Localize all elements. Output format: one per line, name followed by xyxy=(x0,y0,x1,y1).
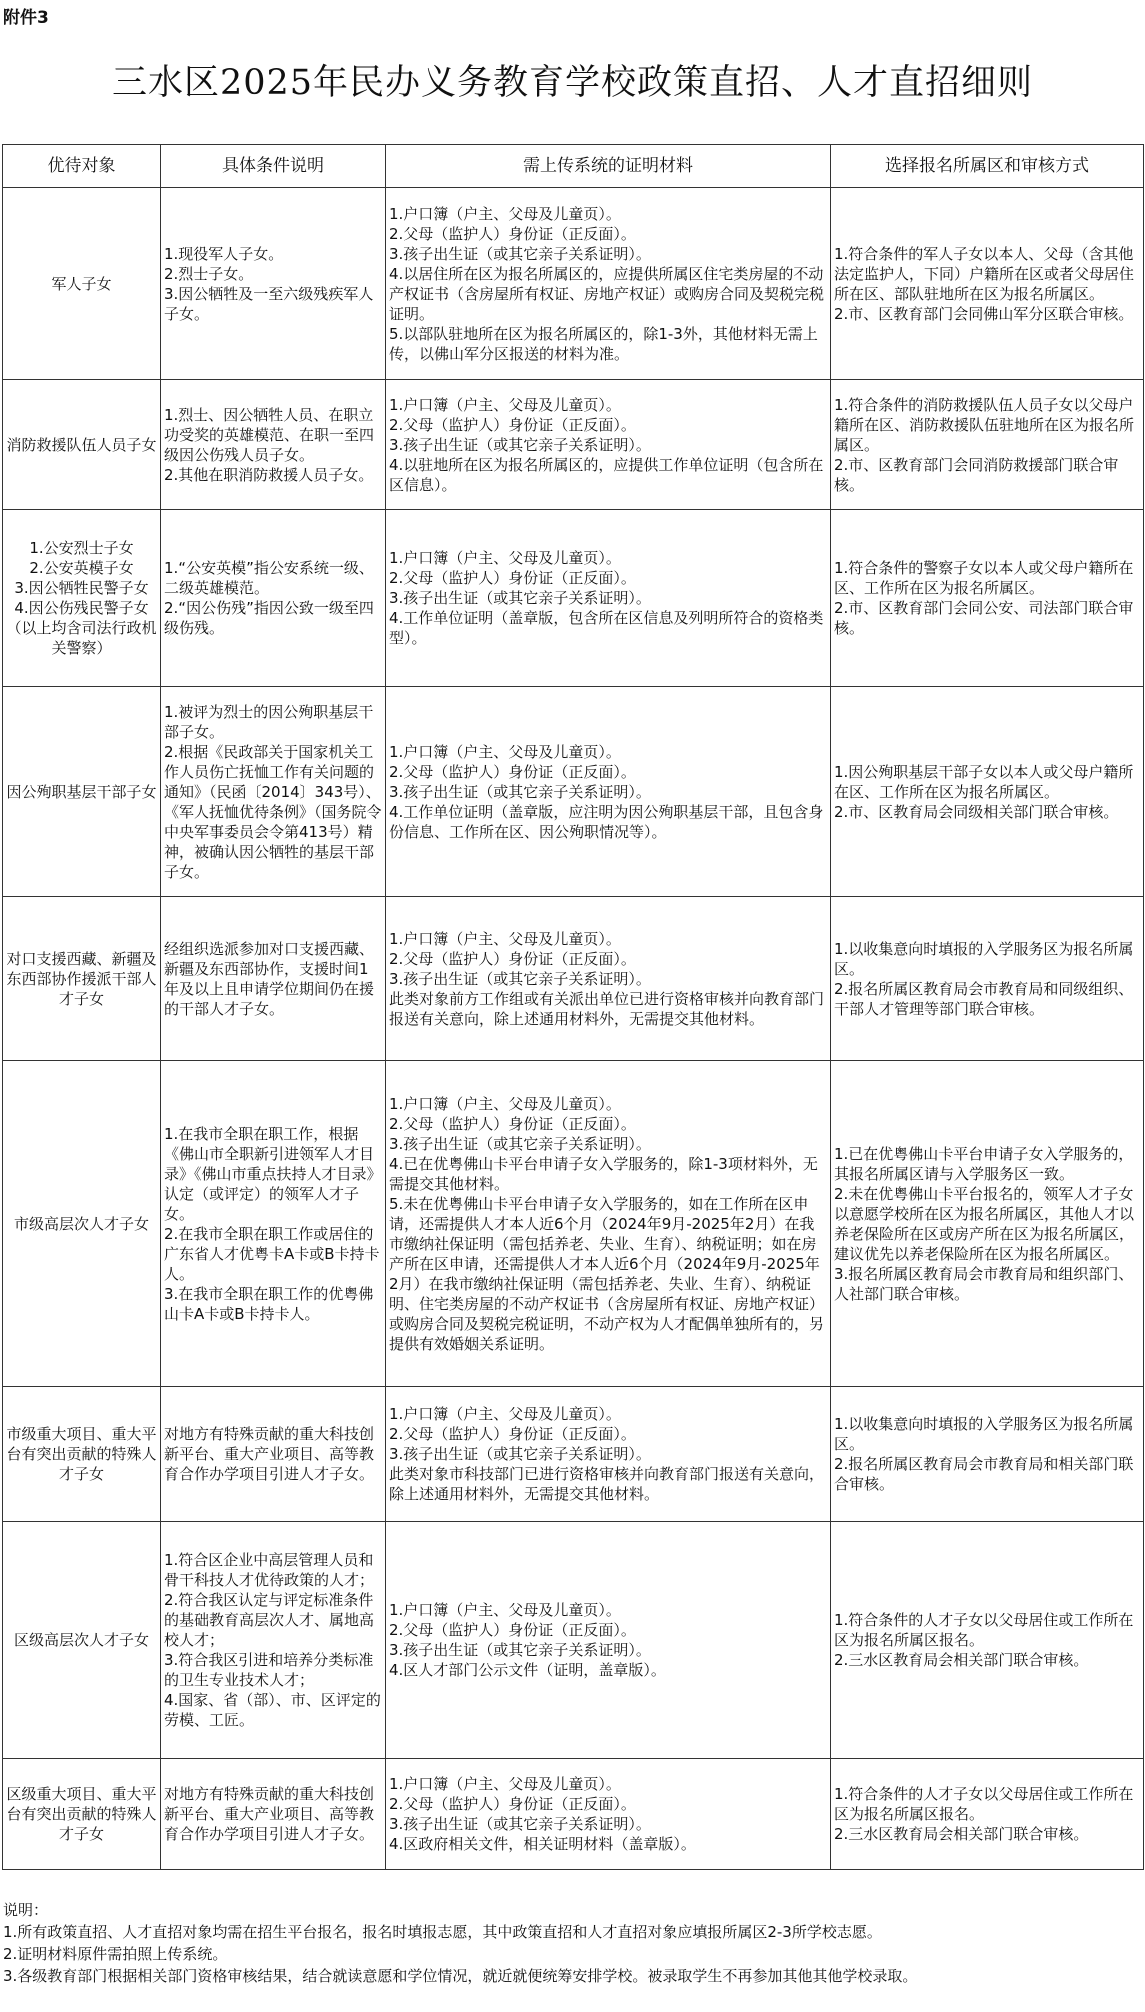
cell-conditions xyxy=(161,687,386,897)
cell-target: 区级重大项目、重大平台有突出贡献的特殊人才子女 xyxy=(3,1759,161,1870)
cell-materials: 1.户口簿（户主、父母及儿童页）。 2.父母（监护人）身份证（正反面）。 3.孩子出生证（或其它亲子关系证明）。 4.工作单位证明（盖章版，应注明为因公殉职基层干部，且包含身份信息、工作所在区、因公殉职情况等）。 xyxy=(386,687,831,897)
note-item: 1.所有政策直招、人才直招对象均需在招生平台报名，报名时填报志愿，其中政策直招和人才直招对象应填报所属区2-3所学校志愿。 xyxy=(3,1923,882,1941)
cell-conditions: 对地方有特殊贡献的重大科技创新平台、重大产业项目、高等教育合作办学项目引进人才子女。 xyxy=(161,1387,386,1522)
cell-target: 因公殉职基层干部子女 xyxy=(3,687,161,897)
attachment-label: 附件3 xyxy=(3,8,49,28)
table-row xyxy=(3,510,1144,687)
header-materials: 需上传系统的证明材料 xyxy=(386,145,831,188)
cell-conditions: 经组织选派参加对口支援西藏、新疆及东西部协作，支援时间1年及以上且申请学位期间仍在援的干部人才子女。 xyxy=(161,897,386,1061)
table-row xyxy=(3,188,1144,380)
table-row xyxy=(3,687,1144,897)
cell-review: 1.符合条件的人才子女以父母居住或工作所在区为报名所属区报名。 2.三水区教育局会相关部门联合审核。 xyxy=(831,1522,1144,1759)
cell-review: 1.因公殉职基层干部子女以本人或父母户籍所在区、工作所在区为报名所属区。 2.市、区教育局会同级相关部门联合审核。 xyxy=(831,687,1144,897)
cell-review: 1.已在优粤佛山卡平台申请子女入学服务的，其报名所属区请与入学服务区一致。 2.未在优粤佛山卡平台报名的，领军人才子女以意愿学校所在区为报名所属区，其他人才以养老保险所在区或房产所在区为报名所属区，建议优先以养老保险所在区为报名所属区。 3.报名所属区教育局会市教育局和组织部门、人社部门联合审核。 xyxy=(831,1061,1144,1387)
cell-conditions xyxy=(161,380,386,510)
cell-target: 对口支援西藏、新疆及东西部协作援派干部人才子女 xyxy=(3,897,161,1061)
cell-target: 市级重大项目、重大平台有突出贡献的特殊人才子女 xyxy=(3,1387,161,1522)
table-row xyxy=(3,1522,1144,1759)
table-row xyxy=(3,380,1144,510)
policy-table xyxy=(2,144,1144,1870)
document-title: 三水区2025年民办义务教育学校政策直招、人才直招细则 xyxy=(111,63,1034,103)
cell-target: 军人子女 xyxy=(3,188,161,380)
cell-review: 1.符合条件的军人子女以本人、父母（含其他法定监护人，下同）户籍所在区或者父母居住所在区、部队驻地所在区为报名所属区。 2.市、区教育部门会同佛山军分区联合审核。 xyxy=(831,188,1144,380)
table-row xyxy=(3,1387,1144,1522)
notes-heading: 说明： xyxy=(3,1901,49,1919)
cell-conditions-text: 1.烈士、因公牺牲人员、在职立功受奖的英雄模范、在职一至四级因公伤残人员子女。 2.其他在职消防救援人员子女。 xyxy=(164,405,375,484)
table-row xyxy=(3,897,1144,1061)
cell-materials: 1.户口簿（户主、父母及儿童页）。 2.父母（监护人）身份证（正反面）。 3.孩子出生证（或其它亲子关系证明）。 4.区政府相关文件，相关证明材料（盖章版）。 xyxy=(386,1759,831,1870)
cell-target: 消防救援队伍人员子女 xyxy=(3,380,161,510)
table-row xyxy=(3,1759,1144,1870)
cell-target: 1.公安烈士子女 2.公安英模子女 3.因公牺牲民警子女 4.因公伤残民警子女 （以上均含司法行政机关警察） xyxy=(3,510,161,687)
cell-review: 1.符合条件的消防救援队伍人员子女以父母户籍所在区、消防救援队伍驻地所在区为报名所属区。 2.市、区教育部门会同消防救援部门联合审核。 xyxy=(831,380,1144,510)
header-review: 选择报名所属区和审核方式 xyxy=(831,145,1144,188)
cell-materials: 1.户口簿（户主、父母及儿童页）。 2.父母（监护人）身份证（正反面）。 3.孩子出生证（或其它亲子关系证明）。 4.以驻地所在区为报名所属区的，应提供工作单位证明（包含所在区信息）。 xyxy=(386,380,831,510)
cell-materials: 1.户口簿（户主、父母及儿童页）。 2.父母（监护人）身份证（正反面）。 3.孩子出生证（或其它亲子关系证明）。 4.以居住所在区为报名所属区的，应提供所属区住宅类房屋的不动产权证书（含房屋所有权证、房地产权证）或购房合同及契税完税证明。 5.以部队驻地所在区为报名所属区的，除1-3外，其他材料无需上传，以佛山军分区报送的材料为准。 xyxy=(386,188,831,380)
cell-materials: 1.户口簿（户主、父母及儿童页）。 2.父母（监护人）身份证（正反面）。 3.孩子出生证（或其它亲子关系证明）。 4.已在优粤佛山卡平台申请子女入学服务的，除1-3项材料外，无需提交其他材料。 5.未在优粤佛山卡平台申请子女入学服务的，如在工作所在区申请，还需提供人才本人近6个月（2024年9月-2025年2月）在我市缴纳社保证明（需包括养老、失业、生育）、纳税证明；如在房产所在区申请，还需提供人才本人近6个月（2024年9月-2025年2月）在我市缴纳社保证明（需包括养老、失业、生育）、纳税证明、住宅类房屋的不动产权证书（含房屋所有权证、房地产权证）或购房合同及契税完税证明，不动产权为人才配偶单独所有的，另提供有效婚姻关系证明。 xyxy=(386,1061,831,1387)
table-row xyxy=(3,1061,1144,1387)
note-item: 2.证明材料原件需拍照上传系统。 xyxy=(3,1945,228,1963)
cell-review: 1.以收集意向时填报的入学服务区为报名所属区。 2.报名所属区教育局会市教育局和同级组织、干部人才管理等部门联合审核。 xyxy=(831,897,1144,1061)
header-target: 优待对象 xyxy=(3,145,161,188)
cell-conditions-text: 1.被评为烈士的因公殉职基层干部子女。 2.根据《民政部关于国家机关工作人员伤亡抚恤工作有关问题的通知》（民函〔2014〕343号）、《军人抚恤优待条例》（国务院令中央军事委员会令第413号）精神，被确认因公牺牲的基层干部子女。 xyxy=(164,702,382,881)
cell-materials: 1.户口簿（户主、父母及儿童页）。 2.父母（监护人）身份证（正反面）。 3.孩子出生证（或其它亲子关系证明）。 4.区人才部门公示文件（证明，盖章版）。 xyxy=(386,1522,831,1759)
cell-review: 1.符合条件的警察子女以本人或父母户籍所在区、工作所在区为报名所属区。 2.市、区教育部门会同公安、司法部门联合审核。 xyxy=(831,510,1144,687)
cell-conditions: 1.现役军人子女。 2.烈士子女。 3.因公牺牲及一至六级残疾军人子女。 xyxy=(161,188,386,380)
cell-materials: 1.户口簿（户主、父母及儿童页）。 2.父母（监护人）身份证（正反面）。 3.孩子出生证（或其它亲子关系证明）。 此类对象市科技部门已进行资格审核并向教育部门报送有关意向，除上述通用材料外，无需提交其他材料。 xyxy=(386,1387,831,1522)
cell-review: 1.符合条件的人才子女以父母居住或工作所在区为报名所属区报名。 2.三水区教育局会相关部门联合审核。 xyxy=(831,1759,1144,1870)
notes-section xyxy=(3,1899,1143,1987)
header-conditions: 具体条件说明 xyxy=(161,145,386,188)
cell-conditions: 1.“公安英模”指公安系统一级、二级英雄模范。 2.“因公伤残”指因公致一级至四级伤残。 xyxy=(161,510,386,687)
note-item: 3.各级教育部门根据相关部门资格审核结果，结合就读意愿和学位情况，就近就便统筹安排学校。被录取学生不再参加其他其他学校录取。 xyxy=(3,1967,918,1985)
table-header-row xyxy=(3,145,1144,188)
cell-review: 1.以收集意向时填报的入学服务区为报名所属区。 2.报名所属区教育局会市教育局和相关部门联合审核。 xyxy=(831,1387,1144,1522)
cell-target: 市级高层次人才子女 xyxy=(3,1061,161,1387)
cell-conditions: 1.在我市全职在职工作，根据《佛山市全职新引进领军人才目录》《佛山市重点扶持人才目录》认定（或评定）的领军人才子女。 2.在我市全职在职工作或居住的广东省人才优粤卡A卡或B卡持卡人。 3.在我市全职在职工作的优粤佛山卡A卡或B卡持卡人。 xyxy=(161,1061,386,1387)
cell-materials: 1.户口簿（户主、父母及儿童页）。 2.父母（监护人）身份证（正反面）。 3.孩子出生证（或其它亲子关系证明）。 4.工作单位证明（盖章版，包含所在区信息及列明所符合的资格类型）。 xyxy=(386,510,831,687)
cell-materials: 1.户口簿（户主、父母及儿童页）。 2.父母（监护人）身份证（正反面）。 3.孩子出生证（或其它亲子关系证明）。 此类对象前方工作组或有关派出单位已进行资格审核并向教育部门报送有关意向，除上述通用材料外，无需提交其他材料。 xyxy=(386,897,831,1061)
cell-target: 区级高层次人才子女 xyxy=(3,1522,161,1759)
cell-conditions: 1.符合区企业中高层管理人员和骨干科技人才优待政策的人才； 2.符合我区认定与评定标准条件的基础教育高层次人才、属地高校人才； 3.符合我区引进和培养分类标准的卫生专业技术人才； 4.国家、省（部）、市、区评定的劳模、工匠。 xyxy=(161,1522,386,1759)
cell-conditions: 对地方有特殊贡献的重大科技创新平台、重大产业项目、高等教育合作办学项目引进人才子女。 xyxy=(161,1759,386,1870)
